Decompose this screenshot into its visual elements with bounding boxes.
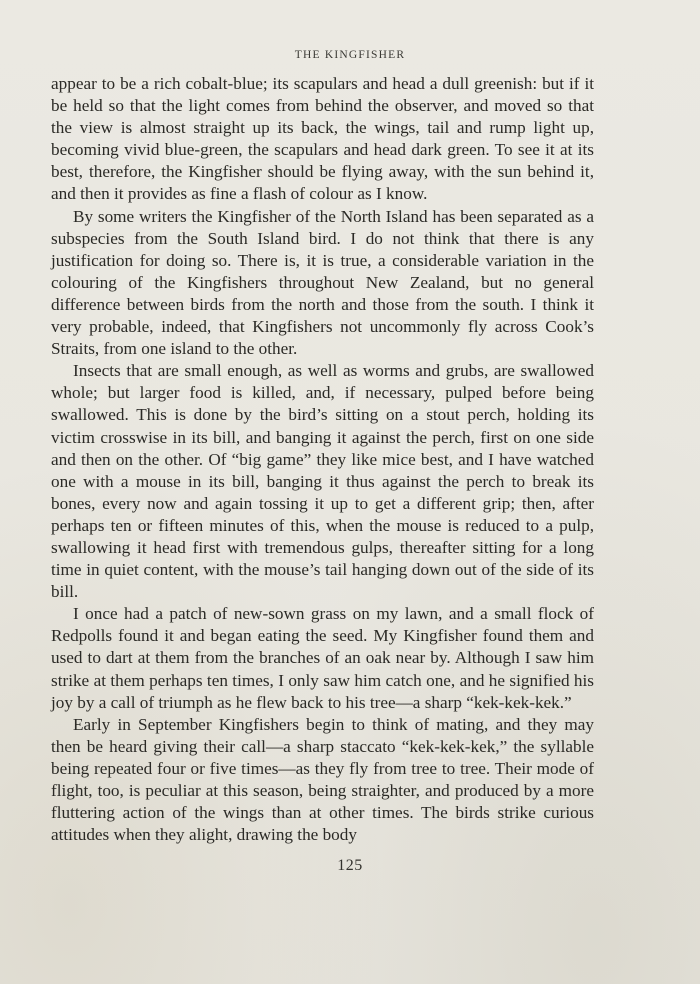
running-head: THE KINGFISHER xyxy=(294,49,406,61)
paragraph-redpolls: I once had a patch of new-sown grass on my lawn, and a small flock of Redpolls found it and began eating the seed. My Kingfisher found them and used to dart at them from the branches of an oak near by. Although I saw him strike at them perhaps ten times, I only saw him catch one, and he signified his joy by a call of triumph as he flew back to his tree—a sharp “kek-kek-kek.” xyxy=(51,604,594,712)
page-number: 125 xyxy=(337,857,363,874)
paragraph-mating: Early in September Kingfishers begin to think of mating, and they may then be heard giving their call—a sharp staccato “kek-kek-kek,” the syllable being repeated four or five times—as they fly from tree to tree. Their mode of flight, too, is peculiar at this season, being straighter, and produced by a more fluttering action of the wings than at other times. The birds strike curious attitudes when they alight, drawing the body xyxy=(51,714,594,845)
paragraph-feeding: Insects that are small enough, as well as worms and grubs, are swallowed whole; but larger food is killed, and, if necessary, pulped before being swallowed. This is done by the bird’s sitting on a stout perch, holding its victim crosswise in its bill, and banging it against the perch, first on one side and then on the other. Of “big game” they like mice best, and I have watched one with a mouse in its bill, banging it thus against the perch to break its bones, every now and again tossing it up to get a different grip; then, after perhaps ten or fifteen minutes of this, when the mouse is reduced to a pulp, swallowing it head first with tremendous gulps, thereafter sitting for a long time in quiet content, with the mouse’s tail hanging down out of the side of its bill. xyxy=(51,361,594,602)
body-text xyxy=(51,73,594,846)
paragraph-continued: appear to be a rich cobalt-blue; its scapulars and head a dull greenish: but if it be held so that the light comes from behind the observer, and moved so that the view is almost straight up its back, the wings, tail and rump light up, becoming vivid blue-green, the scapulars and head dark green. To see it at its best, therefore, the Kingfisher should be flying away, with the sun behind it, and then it provides as fine a flash of colour as I know. xyxy=(51,74,594,204)
paragraph-subspecies: By some writers the Kingfisher of the North Island has been separated as a subspecies from the South Island bird. I do not think that there is any justification for doing so. There is, it is true, a considerable variation in the colouring of the Kingfishers throughout New Zealand, but no general difference between birds from the north and those from the south. I think it very probable, indeed, that Kingfishers not uncommonly fly across Cook’s Straits, from one island to the other. xyxy=(51,206,594,359)
